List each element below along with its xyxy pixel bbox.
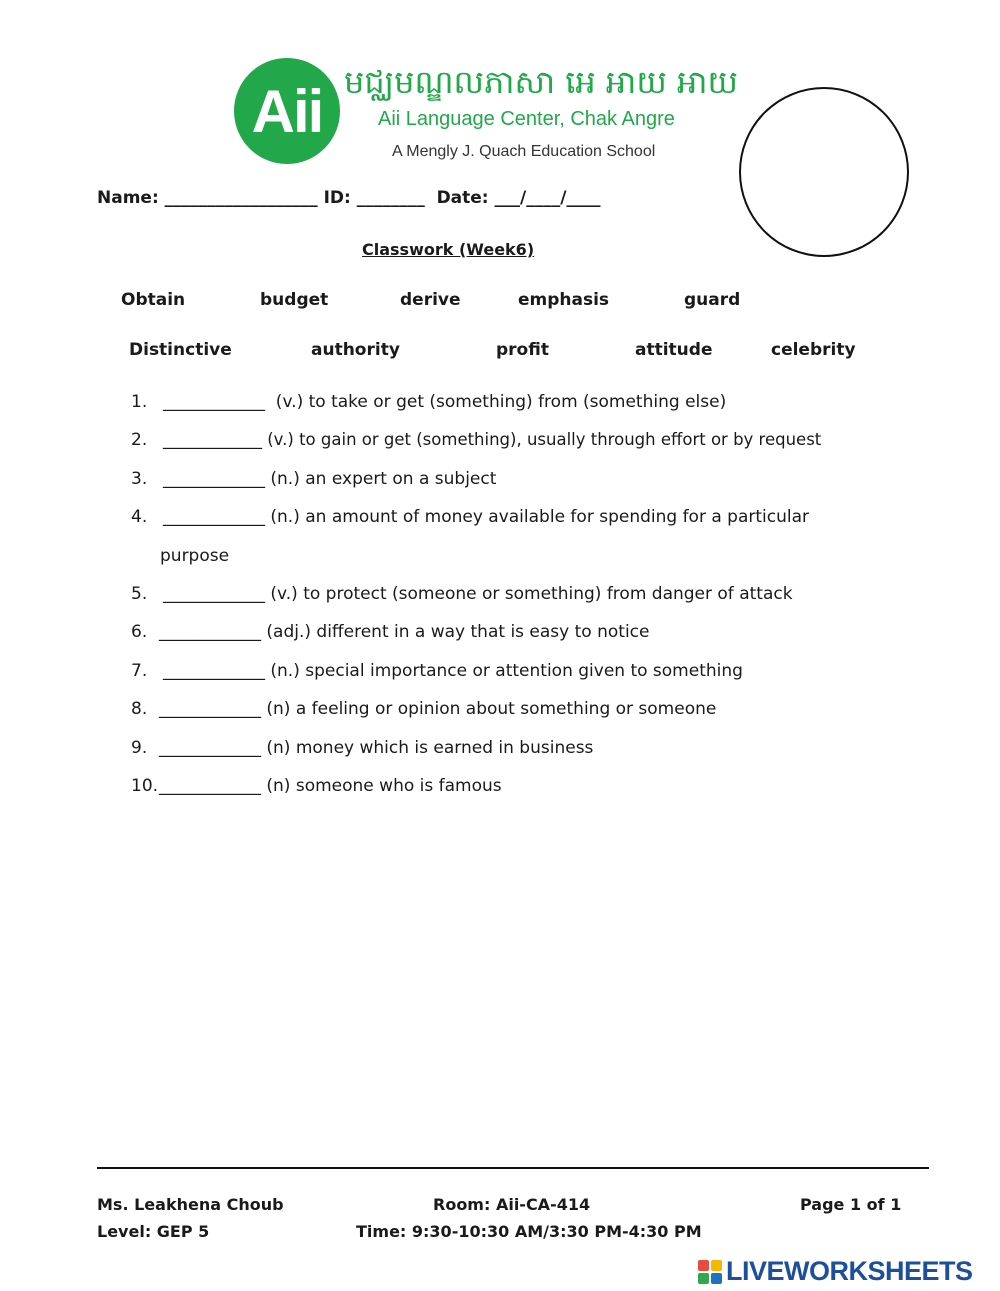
liveworksheets-blocks-icon <box>698 1260 722 1284</box>
question-number: 7. <box>131 661 148 681</box>
question-number: 3. <box>131 469 148 489</box>
question-text[interactable]: ____________ (n) someone who is famous <box>159 776 502 796</box>
khmer-school-name: មជ្ឈមណ្ឌលភាសា អេ អាយ អាយ <box>344 63 738 101</box>
logo-block <box>698 1260 709 1271</box>
logo-block <box>711 1273 722 1284</box>
question-text[interactable]: ____________ (n) a feeling or opinion about something or someone <box>159 699 717 719</box>
question-number: 4. <box>131 507 148 527</box>
photo-circle <box>739 87 909 257</box>
word-bank-item: Obtain <box>121 290 186 310</box>
question-text[interactable]: ____________ (n.) special importance or attention given to something <box>163 661 743 681</box>
question-number: 1. <box>131 392 148 412</box>
question-text[interactable]: ____________ (v.) to gain or get (something), usually through effort or by request <box>163 430 822 449</box>
question-number: 6. <box>131 622 148 642</box>
question-text[interactable]: ____________ (adj.) different in a way that is easy to notice <box>159 622 650 642</box>
question-number: 8. <box>131 699 148 719</box>
logo-text: Aii <box>251 77 323 145</box>
question-text[interactable]: ____________ (n) money which is earned in business <box>159 738 594 758</box>
question-number: 5. <box>131 584 148 604</box>
page-number: Page 1 of 1 <box>800 1195 902 1214</box>
question-text[interactable]: ____________ (v.) to take or get (something) from (something else) <box>163 392 727 412</box>
teacher-name: Ms. Leakhena Choub <box>97 1195 284 1214</box>
word-bank-item: profit <box>496 340 549 360</box>
liveworksheets-text: LIVEWORKSHEETS <box>726 1256 973 1286</box>
word-bank-item: celebrity <box>771 340 856 360</box>
question-continuation: purpose <box>160 546 230 566</box>
word-bank-item: authority <box>311 340 400 360</box>
word-bank-item: Distinctive <box>129 340 232 360</box>
question-number: 2. <box>131 430 148 450</box>
page-title: Classwork (Week6) <box>362 240 535 259</box>
school-logo <box>234 58 340 164</box>
question-number: 10. <box>131 776 159 796</box>
question-text[interactable]: ____________ (n.) an expert on a subject <box>163 469 497 489</box>
logo-block <box>698 1273 709 1284</box>
logo-block <box>711 1260 722 1271</box>
word-bank-item: derive <box>400 290 461 310</box>
word-bank-item: emphasis <box>518 290 610 310</box>
word-bank-item: attitude <box>635 340 713 360</box>
room-number: Room: Aii-CA-414 <box>433 1195 591 1214</box>
center-name: Aii Language Center, Chak Angre <box>378 108 675 130</box>
class-time: Time: 9:30-10:30 AM/3:30 PM-4:30 PM <box>356 1222 702 1241</box>
footer-divider <box>97 1167 929 1169</box>
class-level: Level: GEP 5 <box>97 1222 210 1241</box>
question-text[interactable]: ____________ (n.) an amount of money available for spending for a particular <box>163 507 810 527</box>
school-tagline: A Mengly J. Quach Education School <box>392 143 656 160</box>
student-info-line: Name: __________________ ID: ________ Date: ___/____/____ <box>97 188 601 208</box>
word-bank-item: guard <box>684 290 741 310</box>
word-bank-item: budget <box>260 290 329 310</box>
liveworksheets-logo <box>698 1256 973 1287</box>
question-text[interactable]: ____________ (v.) to protect (someone or something) from danger of attack <box>163 584 793 604</box>
question-number: 9. <box>131 738 148 758</box>
